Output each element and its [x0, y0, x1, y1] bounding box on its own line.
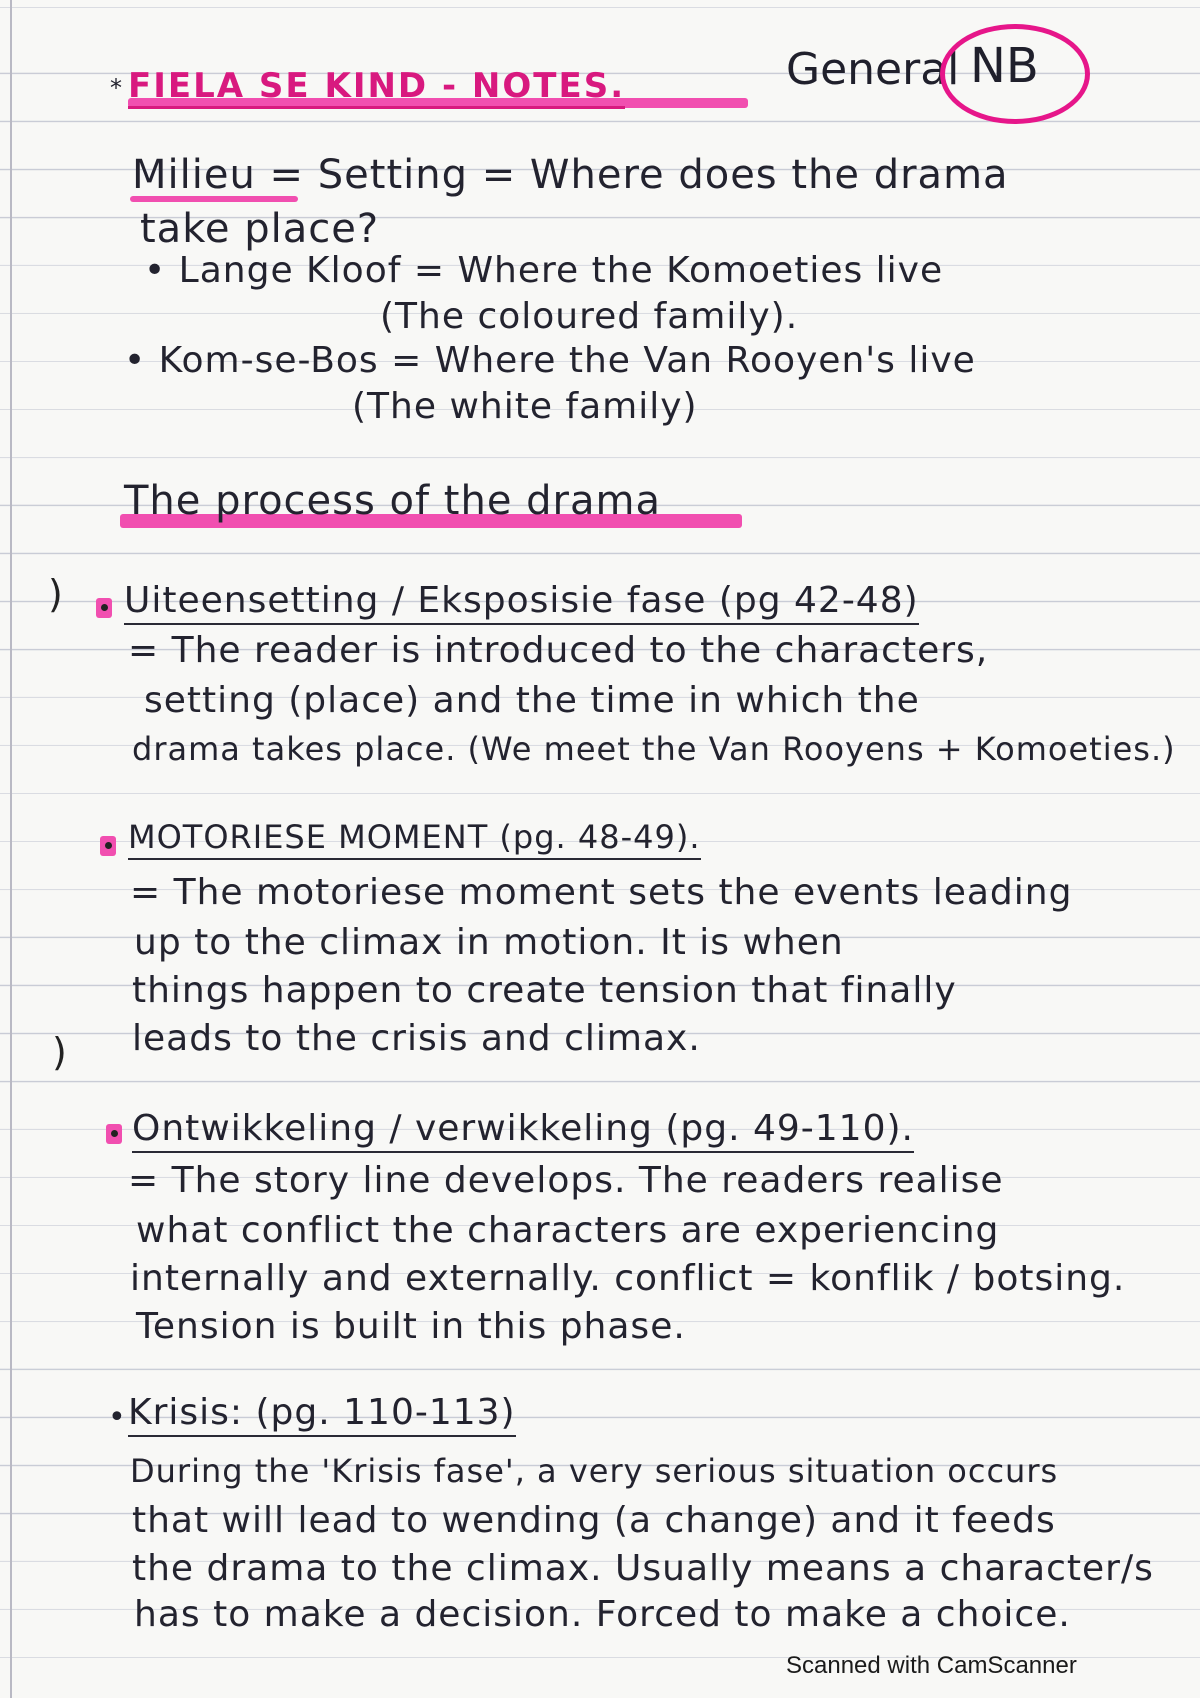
- section-1-line-1: = The reader is introduced to the characters,: [128, 630, 989, 671]
- section-2-line-2: up to the climax in motion. It is when: [134, 922, 844, 963]
- milieu-bullet-1-line-2: (The coloured family).: [380, 296, 799, 337]
- section-3-heading: Ontwikkeling / verwikkeling (pg. 49-110).: [132, 1108, 914, 1153]
- section-3-bullet-icon: [106, 1124, 122, 1144]
- section-4-line-2: that will lead to wending (a change) and it feeds: [132, 1500, 1056, 1541]
- binder-ring-icon: ): [52, 1030, 67, 1074]
- section-4-line-4: has to make a decision. Forced to make a choice.: [134, 1594, 1071, 1635]
- margin-line: [10, 0, 12, 1698]
- title-bullet-icon: *: [110, 74, 123, 102]
- section-1-line-3: drama takes place. (We meet the Van Rooyens + Komoeties.): [132, 730, 1176, 768]
- section-1-heading: Uiteensetting / Eksposisie fase (pg 42-48): [124, 580, 919, 625]
- section-1-bullet-icon: [96, 598, 112, 618]
- section-3-line-1: = The story line develops. The readers realise: [128, 1160, 1004, 1201]
- general-tag: General: [786, 44, 960, 95]
- section-4-line-1: During the 'Krisis fase', a very serious situation occurs: [130, 1452, 1059, 1490]
- section-4-line-3: the drama to the climax. Usually means a character/s: [132, 1548, 1154, 1589]
- milieu-bullet-1-line-1: • Lange Kloof = Where the Komoeties live: [144, 250, 944, 291]
- section-2-line-3: things happen to create tension that finally: [132, 970, 957, 1011]
- section-2-heading: MOTORIESE MOMENT (pg. 48-49).: [128, 818, 701, 860]
- section-3-line-4: Tension is built in this phase.: [136, 1306, 686, 1347]
- page-title: [128, 66, 625, 106]
- section-2-bullet-icon: [100, 836, 116, 856]
- page-title-text: FIELA SE KIND - NOTES.: [128, 66, 625, 109]
- section-4-bullet-icon: •: [108, 1400, 127, 1435]
- milieu-bullet-2-line-2: (The white family): [352, 386, 698, 427]
- section-4-heading: Krisis: (pg. 110-113): [128, 1392, 516, 1437]
- milieu-bullet-2-line-1: • Kom-se-Bos = Where the Van Rooyen's live: [124, 340, 976, 381]
- binder-ring-icon: ): [48, 572, 63, 616]
- section-2-line-4: leads to the crisis and climax.: [132, 1018, 701, 1059]
- camscanner-stamp: Scanned with CamScanner: [786, 1652, 1077, 1679]
- process-heading: The process of the drama: [124, 478, 661, 524]
- section-3-line-3: internally and externally. conflict = konflik / botsing.: [130, 1258, 1126, 1299]
- nb-tag: NB: [970, 38, 1039, 94]
- milieu-line-2: take place?: [140, 206, 380, 252]
- section-1-line-2: setting (place) and the time in which the: [144, 680, 920, 721]
- milieu-line-1: Milieu = Setting = Where does the drama: [132, 152, 1009, 198]
- section-3-line-2: what conflict the characters are experiencing: [136, 1210, 1000, 1251]
- section-2-line-1: = The motoriese moment sets the events leading: [130, 872, 1073, 913]
